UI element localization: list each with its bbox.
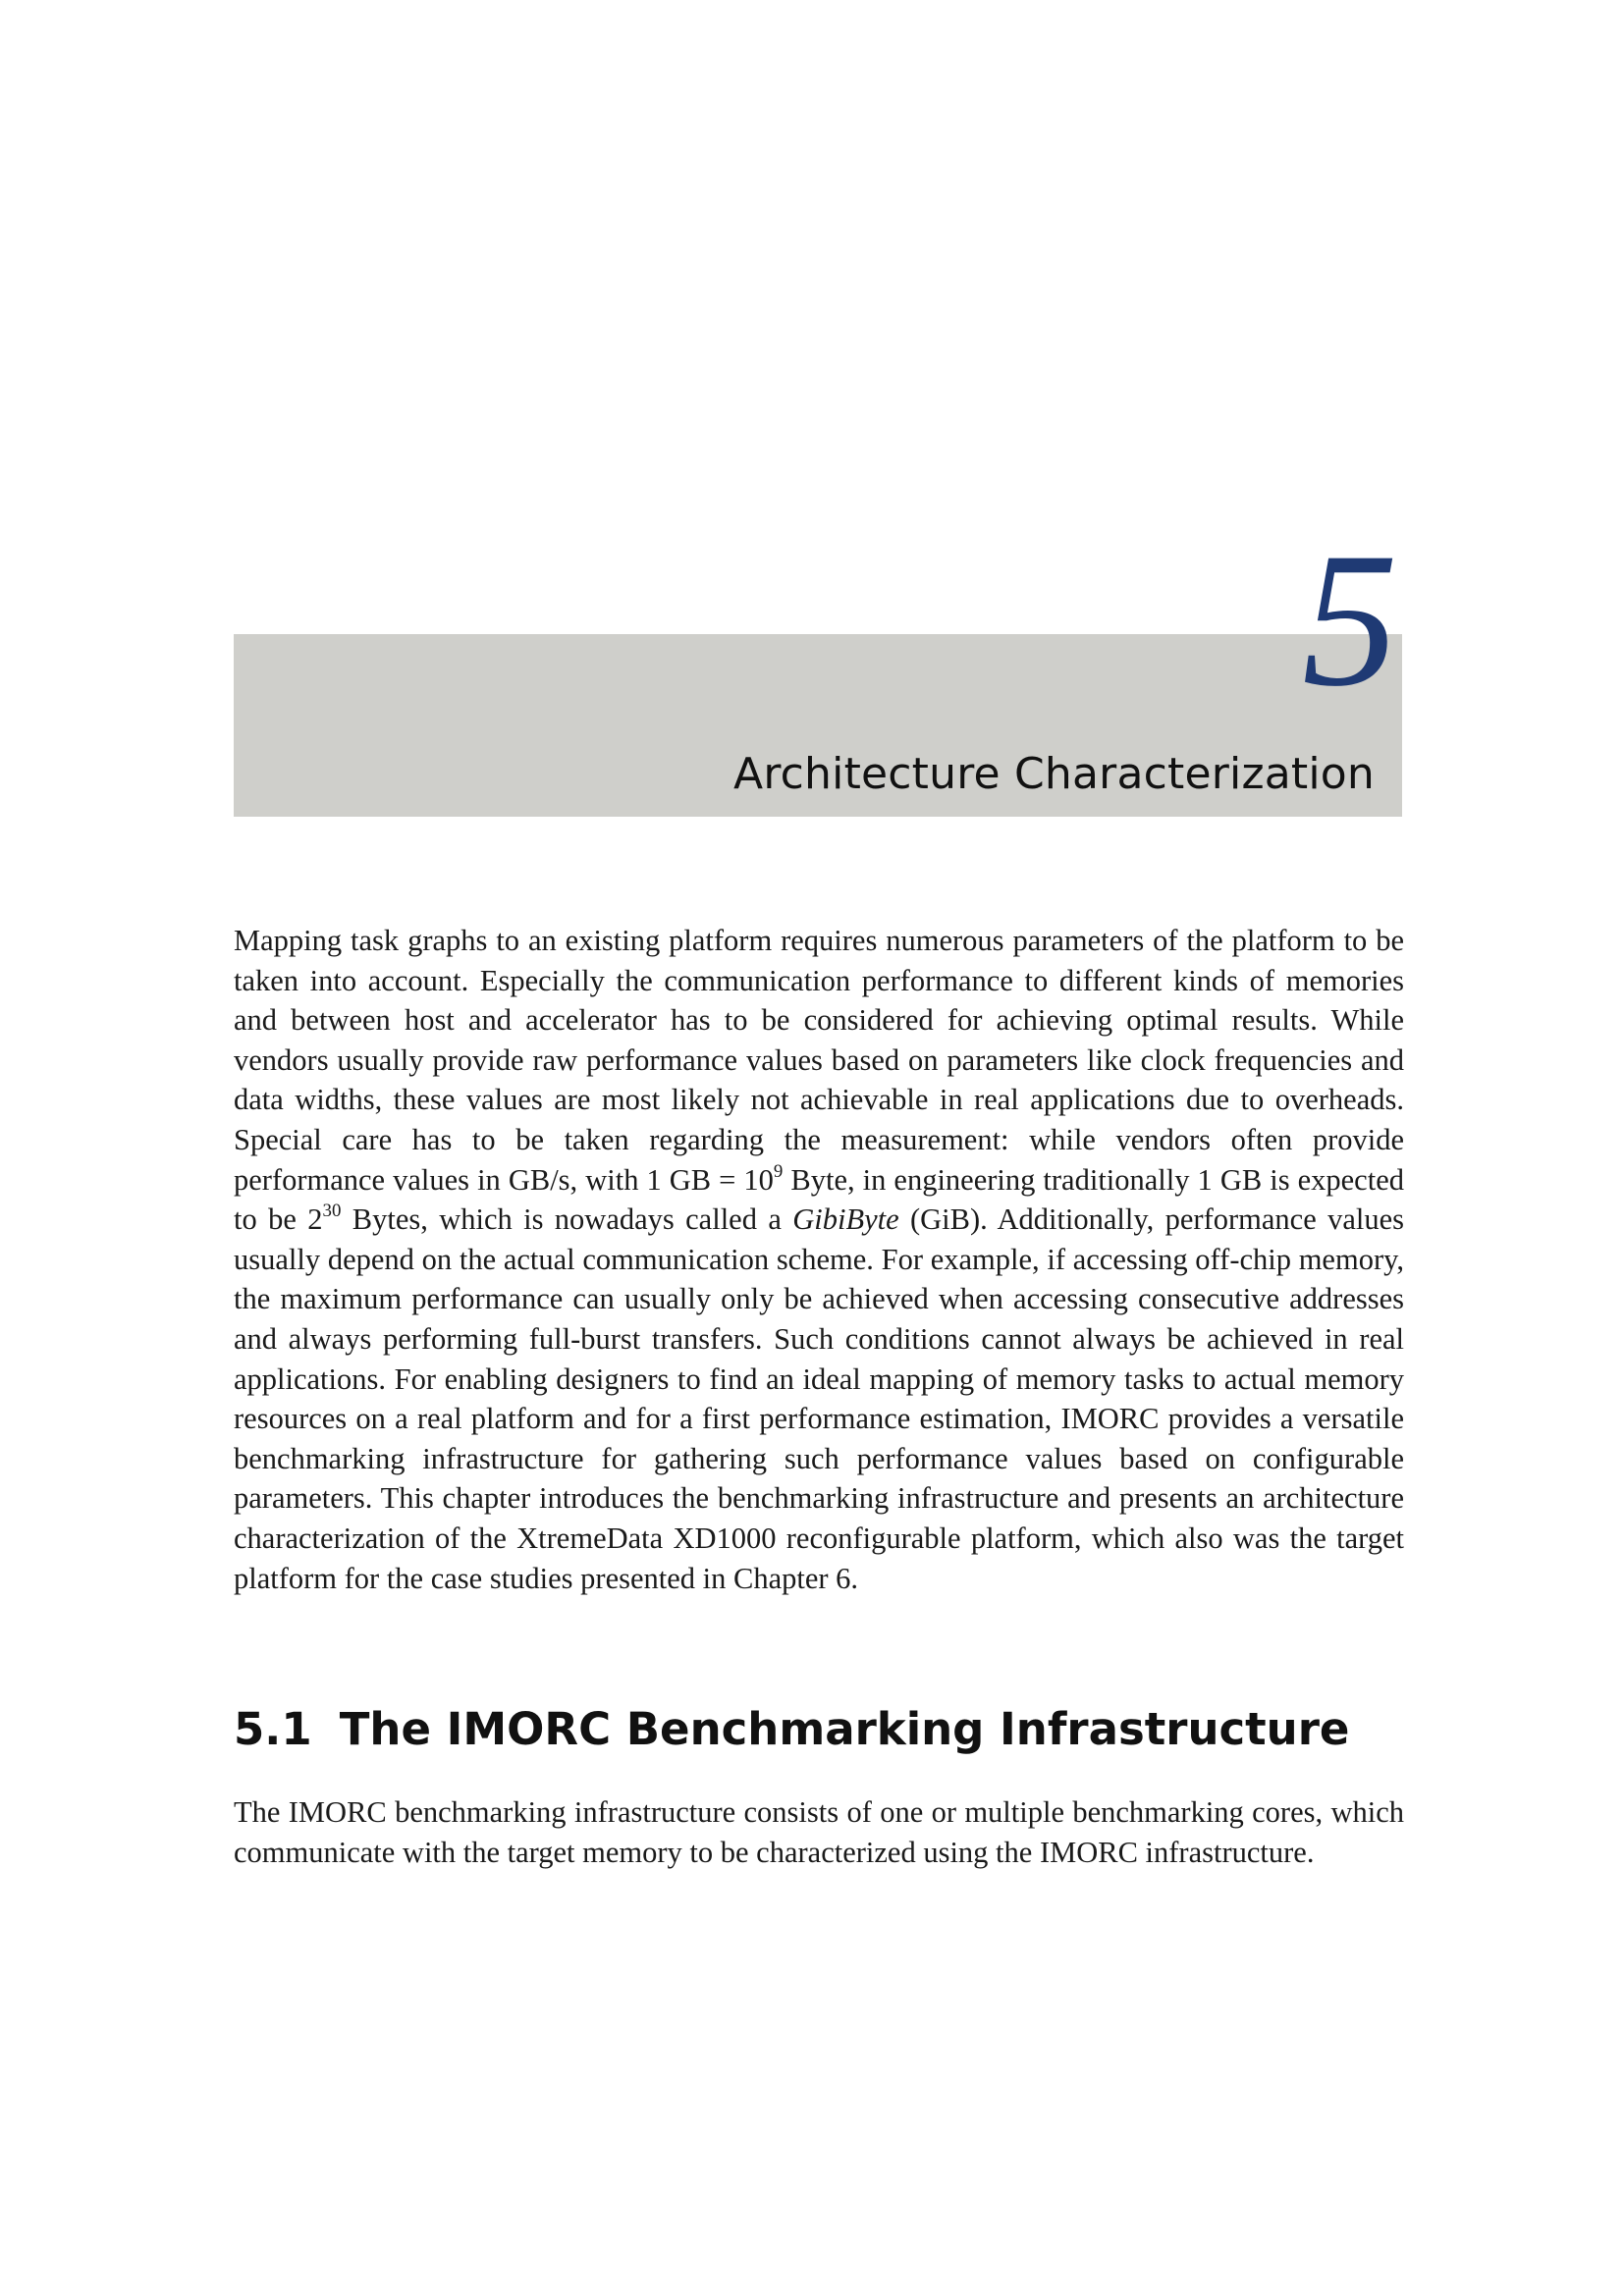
intro-text-part-2: Byte, in engineering traditionally 1 GB is expected to be 2 xyxy=(234,1162,1404,1237)
intro-text-part-3: Bytes, which is nowadays called a xyxy=(341,1202,793,1237)
intro-text-part-1: Mapping task graphs to an existing platform requires numerous parameters of the platform to be taken into account. Especially the communication performance to different kinds of memories and between host and accelerator has to be considered for achieving optimal results. While vendors usually provide raw performance values based on parameters like clock frequencies and data widths, these values are most likely not achievable in real applications due to overheads. Special care has to be taken regarding the measurement: while vendors often provide performance values in GB/s, with 1 GB = 10 xyxy=(234,924,1404,1197)
chapter-title: Architecture Characterization xyxy=(733,749,1375,799)
section-paragraph: The IMORC benchmarking infrastructure consists of one or multiple benchmarking cores, which communicate with the target memory to be characterized using the IMORC infrastructure. xyxy=(234,1795,1404,1869)
superscript-exponent-30: 30 xyxy=(322,1200,342,1221)
section-heading xyxy=(234,1703,1349,1755)
chapter-number: 5 xyxy=(1302,513,1398,726)
intro-text-part-4: (GiB). Additionally, performance values usually depend on the actual communication scheme. For example, if accessing off-chip memory, the maximum performance can usually only be achieved when accessing consecutive addresses and always performing full-burst transfers. Such conditions cannot always be achieved in real applications. For enabling designers to find an ideal mapping of memory tasks to actual memory resources on a real platform and for a first performance estimation, IMORC provides a versatile benchmarking infrastructure for gathering such performance values based on configurable parameters. This chapter introduces the benchmarking infrastructure and presents an architecture characterization of the XtremeData XD1000 reconfigurable platform, which also was the target platform for the case studies presented in Chapter 6. xyxy=(234,1202,1405,1595)
section-title: The IMORC Benchmarking Infrastructure xyxy=(339,1703,1350,1755)
intro-paragraph xyxy=(234,921,1404,1598)
chapter-banner xyxy=(234,513,1402,817)
emphasized-term: GibiByte xyxy=(792,1202,899,1237)
superscript-exponent-9: 9 xyxy=(773,1160,784,1182)
section-number: 5.1 xyxy=(234,1703,312,1755)
